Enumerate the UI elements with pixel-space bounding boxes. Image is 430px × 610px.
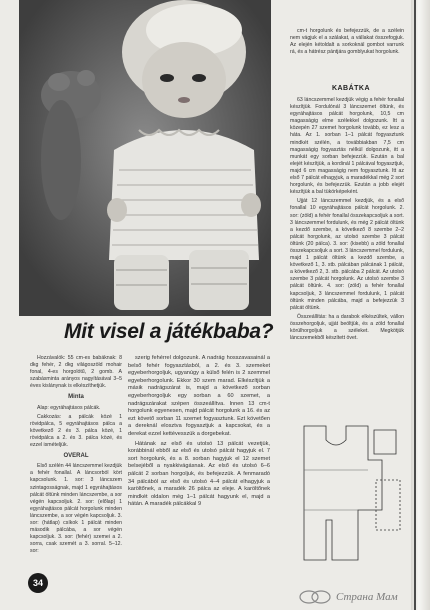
kabatka-heading: KABÁTKA [331,85,371,92]
ujja-paragraph: Ujját 12 láncszemmel kezdjük, és a első fonallal 10 egyráhajtásos pálcát horgolunk. 2. sor: (zöld) a fehér fonallal összekapcsoljuk a sort. 3 láncszemmel fordulunk, és még 2 pálcát öltünk a kezdő szembe, a következő 8 szembe 2–2 pálcát horgolunk, az utolsó szembe 3 pálcát öltünk (20 pálca). 3. sor: (kisebb) a zöld fonallal összekapcsoljuk a sort. 3 láncszemmel fordulunk, majd 1 pálcát öltünk a kezdő szembe, a következő 1, 3. stb. pálcában pálcának 1 pálcát, a következő 2, 3. stb. pálcába 2 pálcát. Az utolsó szembe 3 pálcát horgolunk. Az utolsó szembe 3 pálcát öltünk. 4. sor: (zöld) a fehér fonallal kapcsoljuk, 3 láncszemmel fordulunk, 1 pálcát öltünk minden pálcába, majd a befejezzük 3 pálcát öltünk. [290,198,404,311]
pattern-schematic [296,420,404,570]
middle-paragraph-1: szerig fehérrel dolgozunk. A nadrág hosszavasainál a belső fehér fogyasztásból, a 2. és 3. szemeket egyeberhorgoljuk, ugyanúgy a külső felén is 2 szemmel egyeberhorgolunk. Ekkor 30 szem marad. Elkészítjük a másik nadrágszárat is, majd a következő sorban egyeberhorgoljuk egy sorban a 60 szemet, a nadrágszárakat szépen összeállítva. Innen 13 cm-t horgolunk egyenesen, majd pálcát horgolunk a 16. és az ezt követő sorban 11 szemet fogyasztunk. Ezt követően a dereknál elosztva fogyasztjuk a kapcsokat, és a derekat ezzel kettévesszük a dorgebekat. [128,355,270,437]
article-headline: Mit visel a játékbaba? [64,320,274,343]
middle-column [128,355,270,511]
minta-heading: Minta [68,394,84,401]
watermark-logo-icon [298,589,332,605]
watermark-text: Страна Мам [336,591,398,603]
left-column [30,355,122,557]
spine-edge [414,0,416,610]
right-intro-paragraph: cm-t horgolunk és befejezzük, de a szélein nem vágjuk el a szálakat, a vállakat összefogjuk. Az elején kétoldalt a sorkoknál gombot varrunk rá, és a hátrész pántjára gomblyukat horgolunk. [290,28,404,56]
doll-photo [19,0,271,316]
middle-paragraph-2: Hátának az első és utolsó 13 pálcát vezetjük, korábbinál ebből az első és utolsó pálcát hagyjuk el. 7 sort horgolunk, és a 8. sorban hagyjuk el 12 szemet belsejéből a nyakkivágásnak. Az első és utolsó 6–6 pálcát 2 sorban horgoljuk, és befejezzük. A fenmaradó 34 pálcából az első és utolsó 4–4 pálcát elhagyjuk a karöltőnek, a maradék 26 pálca az eleje. A karöltőnek mindkét oldalon még 1–1 pálcát hagyunk el, majd a hátán. A maradék pálcákkal 9 [128,440,270,508]
kabatka-paragraph: 63 láncszemmel kezdjük végig a fehér fonallal készítjük. Fordulónál 3 láncszemet öltünk, és egyráhajtásos pálcát horgolunk, 10,5 cm magasságig elme szélekkel dolgozunk. Itt a közepén 27 szemet horgolunk tovább, ez lesz a háta. Az 1. sorban 1–1 pálcát fogyasztunk mindkét szélén, a továbbiakban 7,5 cm magasságig fogyasztás nélkül dolgozunk, itt a munkát egy sorban befejezzük. Ezután a bal elejét készítjük, a kordinál 1 pálcával fogyasztjuk, majd 6 cm magasságig nem fogyasztunk. Itt az első 7 pálcát elhagyjuk, a maradékkal még 2 sort horgolunk, és befejezzük. Ezután a jobb elejét készítjük a bal tükörképeként. [290,97,404,196]
overal-heading: OVERAL [63,453,89,460]
right-column-top [290,28,404,58]
cakkozas-paragraph: Cakkozás: a pálcák közé 1 rövidpálca, 5 egyráhajtásos pálca a következő 2 és 3. pálca közé, 1 rövidpálca a 2. és 3. pálca közé, és ezzel ismételjük. [30,413,122,449]
overal-paragraph: Első szélén 44 láncszemmel kezdjük a fehér fonallal. A láncsorból kört kapcsolunk. 1. sor: 3 láncszem szintagosságnak, majd 1 egyráhajtásos pálcát öltünk minden láncszembe, a sor végén kapcsoljuk. 2. sor: (előlap) 1 egyráhajtásos pálcát horgolunk minden láncszembe, a sor végén kapcsoljuk. 3. sor: (hátlap) csíkok 1 pálcát minden második pálcába, a sor végén kapcsoljuk. 3. sor: (fehér) szemei a 2. sorra, csak szemét a 3. sorral. 5–12. sor: [30,463,122,555]
right-column-body [290,97,404,344]
page-number-badge: 34 [28,573,48,593]
osszeallitas-paragraph: Összeállítás: ha a darabok elkészültek, vállon összehorgoljuk, ujját beöltjük, és a zöld fonallal körülhorgoljuk a széleket. Megkötjük láncszemekből készített övet. [290,313,404,342]
materials-paragraph: Hozzávalók: 55 cm-es babáknak: 8 dkg fehér, 2 dkg világoszöld mohair fonal, 4-es horgolótű, 2 gomb. A szabásminta arányos nagyításával 3–5 éves kislánynak is elkészíthetjük. [30,355,122,390]
alap-paragraph: Alap: egyráhajtásos pálcák. [37,404,101,411]
